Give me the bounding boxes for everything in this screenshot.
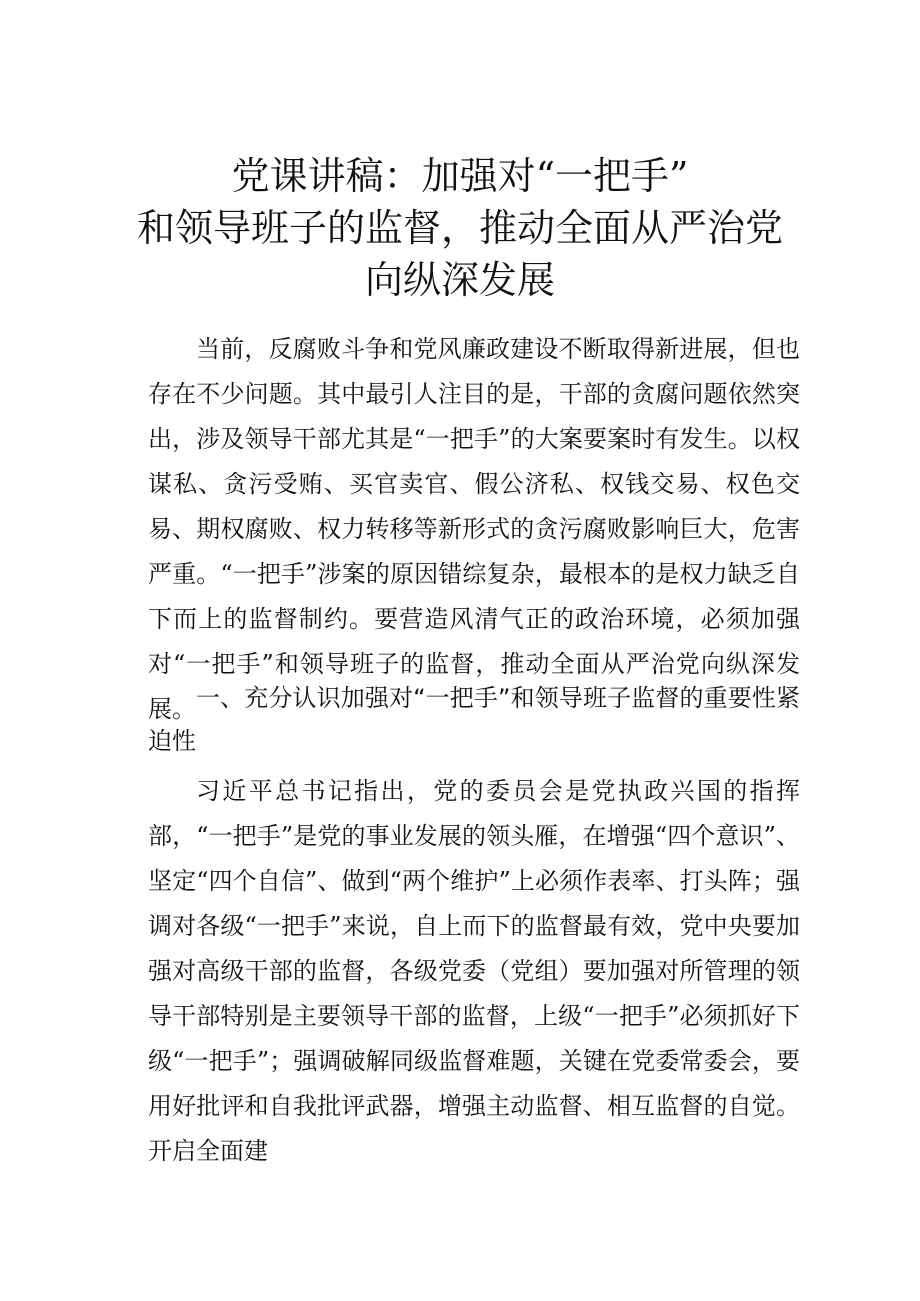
section-heading: 一、充分认识加强对“一把手”和领导班子监督的重要性紧迫性 (148, 684, 800, 755)
section-paragraph: 习近平总书记指出，党的委员会是党执政兴国的指挥部，“一把手”是党的事业发展的领头雁，在增强“四个意识”、坚定“四个自信”、做到“两个维护”上必须作表率、打头阵；强调对各级“一把手”来说，自上而下的监督最有效，党中央要加强对高级干部的监督，各级党委（党组）要加强对所管理的领导干部特别是主要领导干部的监督，上级“一把手”必须抓好下级“一把手”；强调破解同级监督难题，关键在党委常委会，要用好批评和自我批评武器，增强主动监督、相互监督的自觉。开启全面建 (148, 777, 800, 1165)
intro-paragraph: 当前，反腐败斗争和党风廉政建设不断取得新进展，但也存在不少问题。其中最引人注目的是，干部的贪腐问题依然突出，涉及领导干部尤其是“一把手”的大案要案时有发生。以权谋私、贪污受贿、买官卖官、假公济私、权钱交易、权色交易、期权腐败、权力转移等新形式的贪污腐败影响巨大，危害严重。“一把手”涉案的原因错综复杂，最根本的是权力缺乏自下而上的监督制约。要营造风清气正的政治环境，必须加强对“一把手”和领导班子的监督，推动全面从严治党向纵深发展。 (148, 335, 800, 723)
document-title (0, 150, 920, 306)
title-line-1: 党课讲稿：加强对“一把手” (231, 154, 689, 198)
title-line-2: 和领导班子的监督，推动全面从严治党 (136, 206, 783, 250)
title-line-3: 向纵深发展 (364, 258, 555, 302)
intro-section (148, 327, 800, 732)
section-one (148, 677, 800, 1174)
